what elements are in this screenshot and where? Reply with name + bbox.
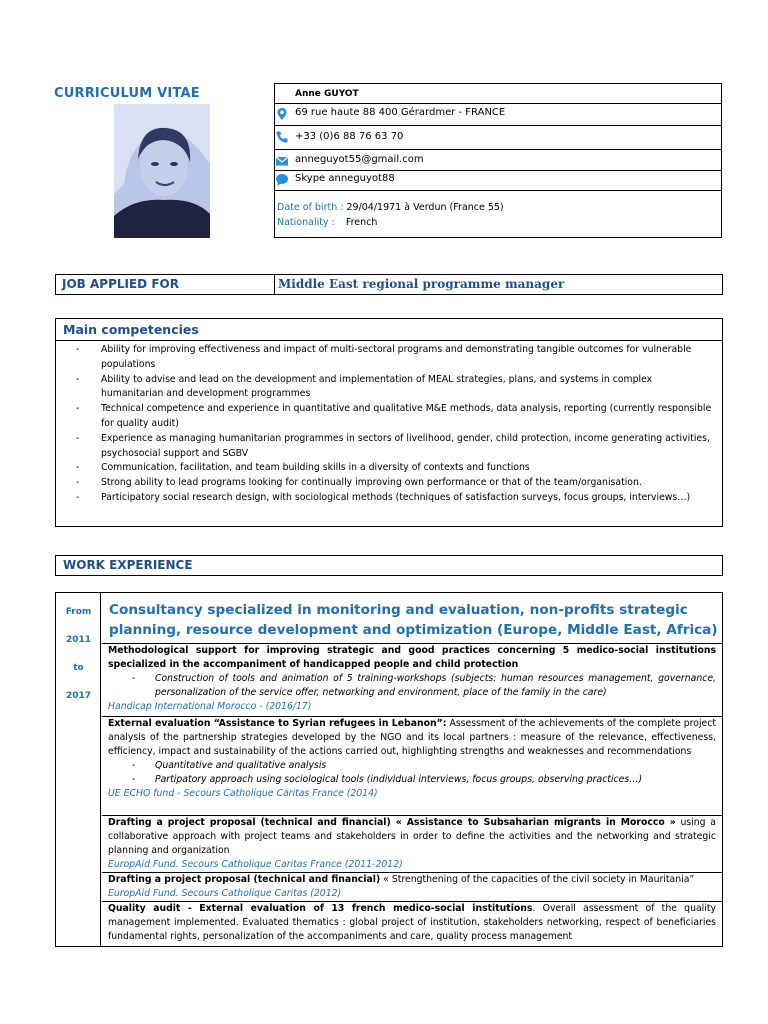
entry-bullets — [108, 759, 716, 787]
nationality-line — [277, 215, 504, 230]
speech-bubble-icon — [275, 173, 289, 187]
entry-heading: External evaluation “Assistance to Syrian refugees in Lebanon”: — [108, 718, 447, 729]
competency-item: - Experience as managing humanitarian programmes in sectors of livelihood, gender, child protection, income generating activities, psychosocial support and SGBV — [56, 432, 722, 462]
date-from-year: 2011 — [65, 635, 92, 645]
birth-line — [277, 200, 504, 215]
birth-value: 29/04/1971 à Verdun (France 55) — [343, 202, 504, 213]
entry-heading: Methodological support for improving strategic and good practices concerning 5 medico-social institutions specialized in the accompaniment of handicapped people and child protection — [108, 645, 716, 670]
entry-bullet: - Quantitative and qualitative analysis — [108, 759, 716, 773]
profile-photo — [114, 104, 210, 238]
address-text: 69 rue haute 88 400 Gérardmer - FRANCE — [295, 107, 506, 118]
experience-entry — [102, 643, 722, 716]
competencies-heading: Main competencies — [63, 322, 199, 337]
phone-text: +33 (0)6 88 76 63 70 — [295, 131, 404, 142]
personal-details — [277, 200, 504, 230]
entry-heading: Drafting a project proposal (technical and financial) — [108, 874, 381, 885]
candidate-name: Anne GUYOT — [295, 89, 359, 99]
competency-item: - Technical competence and experience in quantitative and qualitative M&E methods, data analysis, reporting (currently responsible for quality audit) — [56, 402, 722, 432]
experience-dates — [56, 593, 101, 946]
email-text[interactable]: anneguyot55@gmail.com — [295, 154, 424, 165]
competency-item: - Ability to advise and lead on the development and implementation of MEAL strategies, plans, and systems in complex humanitarian and development programmes — [56, 373, 722, 403]
job-divider — [274, 275, 275, 294]
experience-content — [102, 593, 722, 946]
entry-fund: EuropAid Fund. Secours Catholique Caritas France (2011-2012) — [108, 859, 403, 870]
skype-text: Skype anneguyot88 — [295, 173, 395, 184]
experience-entry — [102, 716, 722, 815]
experience-entry — [102, 901, 722, 947]
envelope-icon — [275, 154, 289, 168]
entry-heading: Drafting a project proposal (technical and financial) « Assistance to Subsaharian migrants in Morocco » — [108, 817, 676, 828]
experience-entry — [102, 815, 722, 872]
entry-fund: UE ECHO fund - Secours Catholique Caritas France (2014) — [108, 788, 378, 799]
date-from-label: From — [65, 607, 92, 617]
competencies-header — [56, 319, 722, 341]
entry-text: using a collaborative approach with project teams and stakeholders in order to define the activities and the networking and strategic planning and organization — [108, 817, 716, 856]
experience-entry — [102, 872, 722, 901]
nationality-value: French — [345, 217, 378, 228]
entry-text: . Overall assessment of the quality management implemented. Evaluated thematics : global project of institution, stakeholders networking, respect of beneficiaries fundamental rights, personalization of the accompaniments and care, quality process management — [108, 903, 716, 942]
competencies-box — [55, 318, 723, 527]
job-applied-box — [55, 274, 723, 295]
entry-fund: Handicap International Morocco - (2016/17) — [108, 701, 312, 712]
entry-bullets — [108, 672, 716, 700]
location-pin-icon — [275, 107, 289, 121]
cv-title: CURRICULUM VITAE — [54, 86, 200, 101]
phone-icon — [275, 130, 289, 144]
contact-phone-row — [275, 126, 721, 150]
contact-name-row — [275, 84, 721, 104]
date-to-year: 2017 — [65, 691, 92, 701]
entry-bullet: - Partipatory approach using sociological tools (individual interviews, focus groups, observing practices…) — [108, 773, 716, 787]
entry-bullet: - Construction of tools and animation of 5 training-workshops (subjects: human resources management, governance, personalization of the service offer, networking and environment, place of the family in the care) — [108, 672, 716, 700]
entry-text: « Strengthening of the capacities of the civil society in Mauritania” — [380, 874, 695, 885]
competencies-list — [56, 343, 722, 506]
work-experience-heading: WORK EXPERIENCE — [63, 558, 193, 572]
competency-item: - Strong ability to lead programs looking for continually improving own performance or that of the team/organisation. — [56, 476, 722, 491]
job-applied-value: Middle East regional programme manager — [278, 277, 565, 291]
contact-skype-row — [275, 171, 721, 191]
contact-box — [274, 83, 722, 238]
entry-heading: Quality audit - External evaluation of 13 french medico-social institutions — [108, 903, 533, 914]
entry-fund: EuropAid Fund. Secours Catholique Caritas (2012) — [108, 888, 342, 899]
entry-text: Assessment of the achievements of the complete project analysis of the partnership strategies developed by the NGO and its local partners : measure of the relevance, effectiveness, efficiency, impact and sustainability of the actions carried out, highlighting strengths and weaknesses and recommendations — [108, 718, 716, 757]
competency-item: - Participatory social research design, with sociological methods (techniques of satisfaction surveys, focus groups, interviews…) — [56, 491, 722, 506]
birth-label: Date of birth : — [277, 202, 344, 213]
work-experience-header — [55, 555, 723, 576]
date-to-label: to — [73, 663, 84, 673]
competency-item: - Ability for improving effectiveness and impact of multi-sectoral programs and demonstrating tangible outcomes for vulnerable populations — [56, 343, 722, 373]
job-applied-label: JOB APPLIED FOR — [62, 277, 179, 291]
competency-item: - Communication, facilitation, and team building skills in a diversity of contexts and functions — [56, 461, 722, 476]
experience-title: Consultancy specialized in monitoring and evaluation, non-profits strategic planning, resource development and optimization (Europe, Middle East, Africa) — [109, 602, 718, 638]
contact-email-row — [275, 150, 721, 171]
nationality-label: Nationality : — [277, 217, 335, 228]
experience-table — [55, 592, 723, 947]
contact-address-row — [275, 104, 721, 126]
